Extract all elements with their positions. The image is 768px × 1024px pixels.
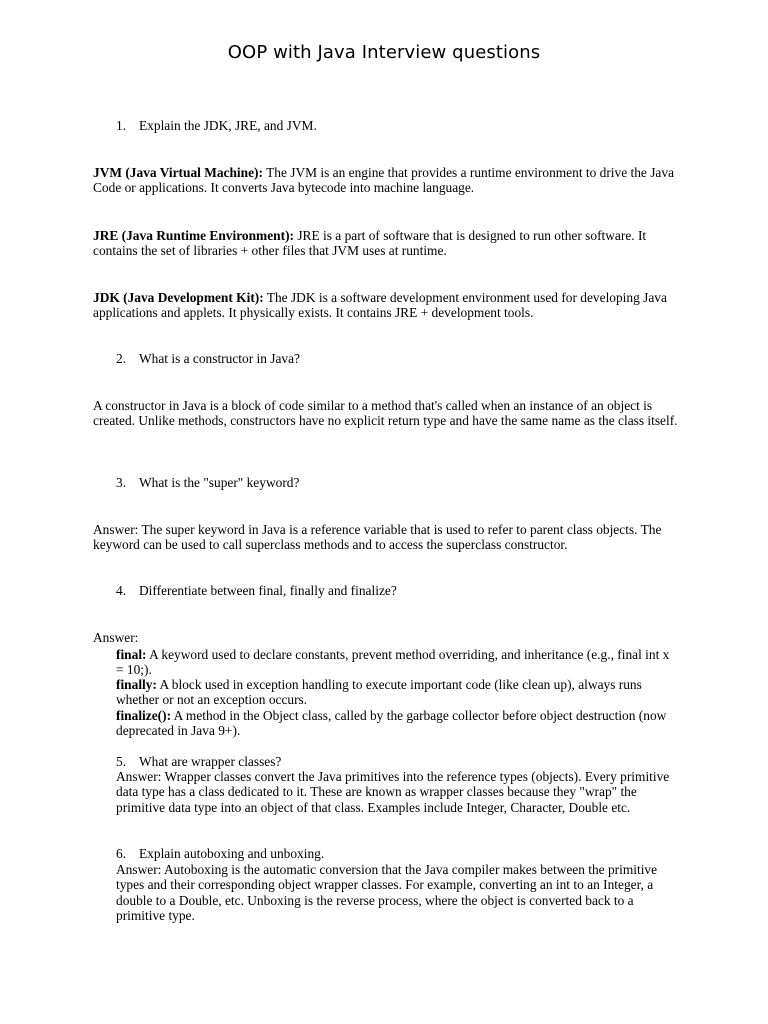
final-term: final: <box>116 647 147 662</box>
finally-definition <box>116 677 676 708</box>
finalize-term: finalize(): <box>116 708 172 723</box>
question-5 <box>116 754 281 770</box>
question-text: What is the "super" keyword? <box>139 475 300 490</box>
document-title: OOP with Java Interview questions <box>227 42 541 63</box>
constructor-answer: A constructor in Java is a block of code similar to a method that's called when an instance of an object is created. Unlike methods, constructors have no explicit return type and have the same name as the class itself. <box>93 398 678 429</box>
question-6 <box>116 846 324 862</box>
finally-text: A block used in exception handling to execute important code (like clean up), always runs whether or not an exception occurs. <box>116 677 642 708</box>
question-number: 5. <box>116 754 127 769</box>
jvm-text: The JVM is an engine that provides a runtime environment to drive the Java Code or applications. It converts Java bytecode into machine language. <box>93 165 675 196</box>
question-text: Explain autoboxing and unboxing. <box>139 846 325 861</box>
jre-term: JRE (Java Runtime Environment): <box>93 228 294 243</box>
finalize-definition <box>116 708 676 739</box>
question-number: 3. <box>116 475 127 490</box>
autoboxing-answer: Answer: Autoboxing is the automatic conversion that the Java compiler makes between the primitive types and their corresponding object wrapper classes. For example, converting an int to an Integer, a double to a Double, etc. Unboxing is the reverse process, where the object is converted back to a primitive type. <box>116 862 658 923</box>
finalize-text: A method in the Object class, called by the garbage collector before object destruction (now deprecated in Java 9+). <box>116 708 667 739</box>
question-text: Explain the JDK, JRE, and JVM. <box>139 118 317 133</box>
question-text: What are wrapper classes? <box>139 754 282 769</box>
question-number: 2. <box>116 351 127 366</box>
question-text: Differentiate between final, finally and finalize? <box>139 583 397 598</box>
question-2 <box>116 351 300 367</box>
jdk-definition <box>93 290 683 321</box>
question-number: 6. <box>116 846 127 861</box>
final-definition <box>116 647 676 678</box>
super-answer: Answer: The super keyword in Java is a reference variable that is used to refer to parent class objects. The keyword can be used to call superclass methods and to access the superclass constructor. <box>93 522 662 553</box>
question-4 <box>116 583 397 599</box>
wrapper-answer: Answer: Wrapper classes convert the Java primitives into the reference types (objects). Every primitive data type has a class dedicated to it. These are known as wrapper classes because they "wrap" the primitive data type into an object of that class. Examples include Integer, Character, Double etc. <box>116 769 670 815</box>
jre-text: JRE is a part of software that is designed to run other software. It contains the set of libraries + other files that JVM uses at runtime. <box>93 228 647 259</box>
jdk-text: The JDK is a software development environment used for developing Java applications and applets. It physically exists. It contains JRE + development tools. <box>93 290 667 321</box>
jre-definition <box>93 228 683 259</box>
jvm-term: JVM (Java Virtual Machine): <box>93 165 263 180</box>
question-1 <box>116 118 317 134</box>
jdk-term: JDK (Java Development Kit): <box>93 290 264 305</box>
jvm-definition <box>93 165 683 196</box>
final-text: A keyword used to declare constants, prevent method overriding, and inheritance (e.g., final int x = 10;). <box>116 647 670 678</box>
finally-term: finally: <box>116 677 157 692</box>
question-number: 4. <box>116 583 127 598</box>
question-3 <box>116 475 299 491</box>
question-text: What is a constructor in Java? <box>139 351 301 366</box>
answer-label: Answer: <box>93 630 139 645</box>
question-number: 1. <box>116 118 127 133</box>
